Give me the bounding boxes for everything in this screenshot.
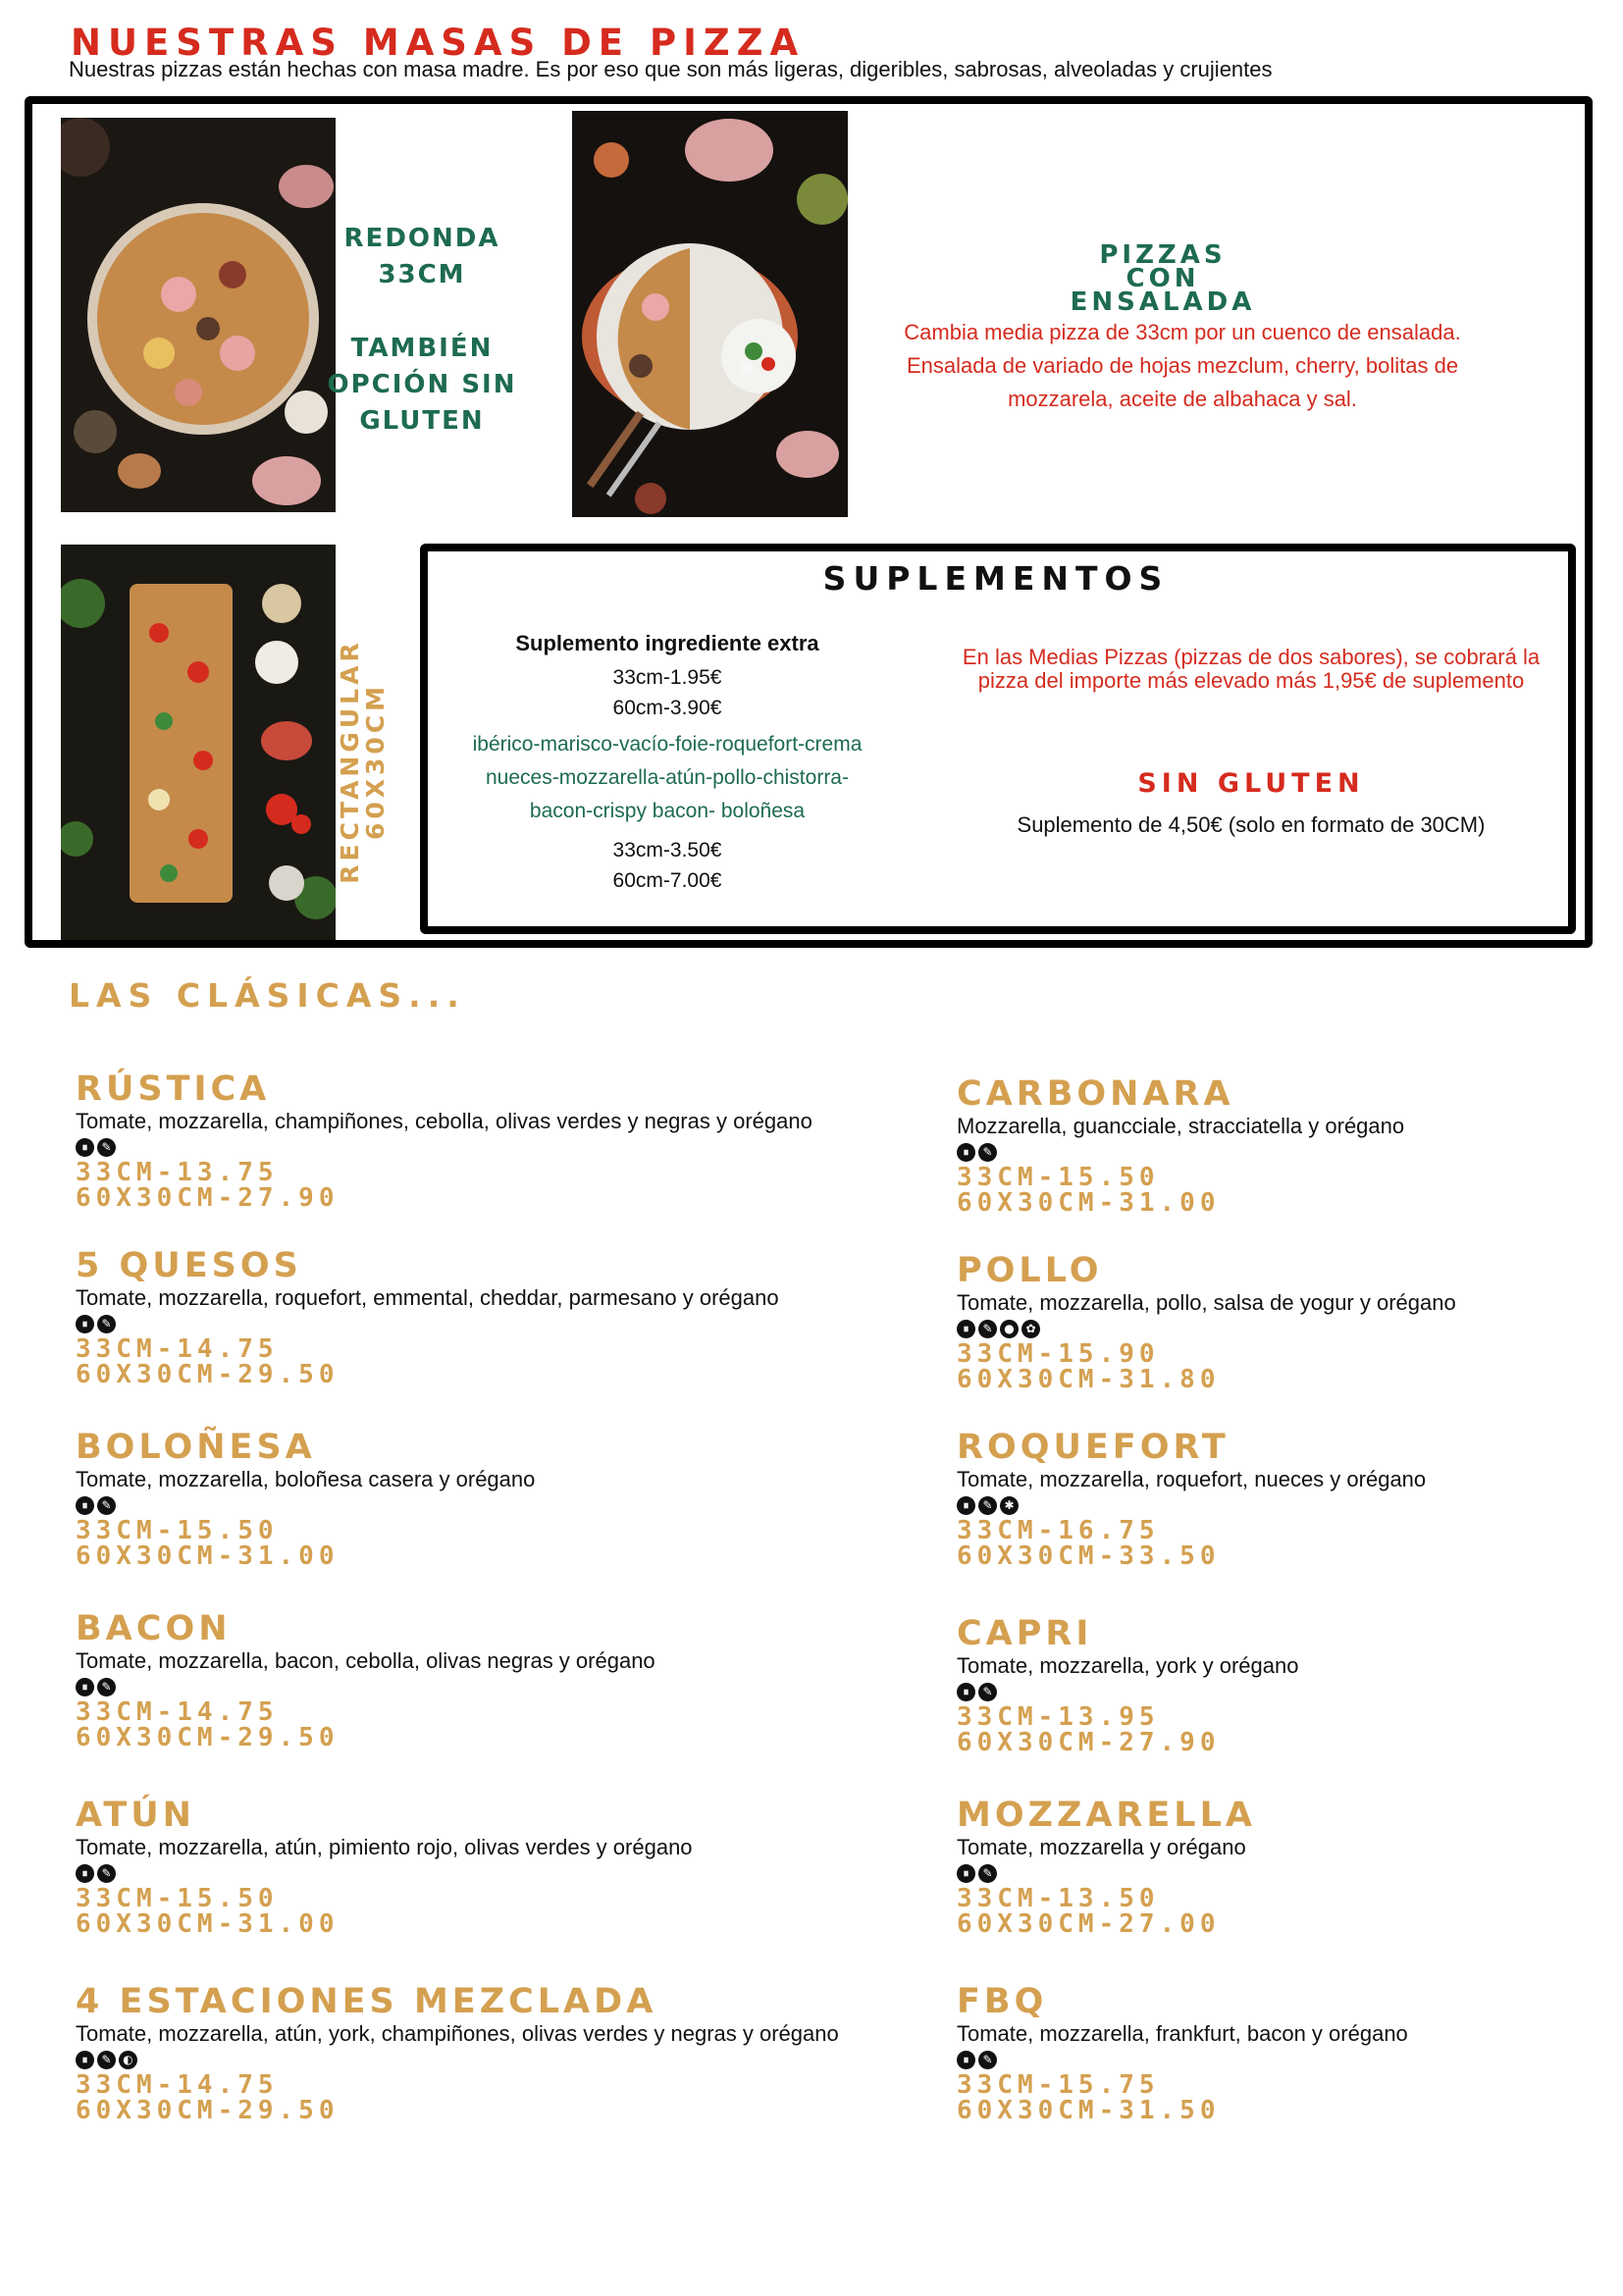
allergen-icons — [957, 2051, 1623, 2072]
pizza-name: BACON — [76, 1609, 232, 1648]
pizza-item — [957, 1428, 1623, 1569]
pizza-description: Tomate, mozzarella, boloñesa casera y orégano — [76, 1467, 536, 1491]
extra-price-33: 33cm-1.95€ — [612, 666, 722, 689]
lactose-icon: ✎ — [978, 1683, 997, 1701]
price-33cm: 33CM-14.75 — [76, 1697, 279, 1727]
pizza-name: FBQ — [957, 1982, 1048, 2021]
lactose-icon: ✎ — [97, 1864, 116, 1883]
pizza-item — [76, 1796, 978, 1937]
allergen-icons — [957, 1320, 1623, 1341]
price-60x30cm: 60X30CM-31.00 — [957, 1188, 1221, 1218]
pizza-item — [957, 1074, 1623, 1216]
round-format-label: REDONDA 33CM — [343, 224, 500, 289]
lactose-icon: ✎ — [97, 1138, 116, 1157]
pizza-item — [76, 1428, 978, 1569]
pizza-description: Tomate, mozzarella, roquefort, nueces y orégano — [957, 1467, 1427, 1491]
salad-title: PIZZAS CON ENSALADA — [1070, 240, 1256, 317]
pizza-description: Tomate, mozzarella, atún, york, champiñones, olivas verdes y negras y orégano — [76, 2021, 839, 2046]
price-60x30cm: 60X30CM-31.50 — [957, 2096, 1221, 2125]
pizza-name: ROQUEFORT — [957, 1428, 1230, 1467]
pizza-description: Tomate, mozzarella y orégano — [957, 1835, 1246, 1859]
gluten-icon: ⏸ — [957, 1864, 975, 1883]
price-60x30cm: 60X30CM-29.50 — [76, 2096, 340, 2125]
pizza-description: Tomate, mozzarella, atún, pimiento rojo, olivas verdes y orégano — [76, 1835, 693, 1859]
nuts-icon: ✱ — [1000, 1496, 1019, 1515]
rectangular-label-box — [334, 628, 393, 883]
gluten-icon: ⏸ — [76, 1496, 94, 1515]
half-pizza-note: En las Medias Pizzas (pizzas de dos sabores), se cobrará la pizza del importe más elevado más 1,95€ de suplemento — [962, 645, 1541, 693]
lactose-icon: ✎ — [978, 1320, 997, 1338]
classics-title: LAS CLÁSICAS... — [69, 976, 466, 1015]
price-60x30cm: 60X30CM-27.90 — [957, 1728, 1221, 1757]
pizza-description: Tomate, mozzarella, bacon, cebolla, olivas negras y orégano — [76, 1648, 655, 1673]
allergen-icons — [76, 1138, 978, 1160]
price-33cm: 33CM-13.95 — [957, 1702, 1160, 1732]
mustard-icon: ✿ — [1021, 1320, 1040, 1338]
premium-price-33: 33cm-3.50€ — [612, 839, 722, 861]
pizza-name: POLLO — [957, 1251, 1103, 1290]
lactose-icon: ✎ — [97, 1496, 116, 1515]
salad-pizza-photo — [572, 111, 848, 517]
pizza-name: CARBONARA — [957, 1074, 1234, 1114]
price-33cm: 33CM-15.75 — [957, 2070, 1160, 2100]
price-33cm: 33CM-14.75 — [76, 2070, 279, 2100]
price-33cm: 33CM-13.50 — [957, 1884, 1160, 1913]
pizza-item — [957, 1982, 1623, 2123]
pizza-description: Tomate, mozzarella, york y orégano — [957, 1653, 1299, 1678]
price-60x30cm: 60X30CM-29.50 — [76, 1723, 340, 1752]
pizza-item — [957, 1796, 1623, 1937]
gluten-icon: ⏸ — [76, 1864, 94, 1883]
price-60x30cm: 60X30CM-29.50 — [76, 1360, 340, 1389]
pizza-item — [957, 1614, 1623, 1755]
salad-description: Cambia media pizza de 33cm por un cuenco de ensalada. Ensalada de variado de hojas mezclum, cherry, bolitas de mozzarela, aceite de albahaca y sal. — [904, 320, 1461, 411]
lactose-icon: ✎ — [97, 1678, 116, 1696]
price-33cm: 33CM-16.75 — [957, 1516, 1160, 1545]
extra-price-60: 60cm-3.90€ — [612, 697, 722, 719]
gluten-icon: ⏸ — [957, 1683, 975, 1701]
pizza-name: CAPRI — [957, 1614, 1093, 1653]
pizza-item — [76, 1609, 978, 1750]
pizza-description: Tomate, mozzarella, champiñones, cebolla, olivas verdes y negras y orégano — [76, 1109, 812, 1133]
allergen-icons — [76, 1864, 978, 1886]
allergen-icons — [76, 1496, 978, 1518]
price-33cm: 33CM-15.90 — [957, 1339, 1160, 1369]
gluten-icon: ⏸ — [957, 1143, 975, 1162]
gluten-icon: ⏸ — [957, 2051, 975, 2069]
lactose-icon: ✎ — [97, 1315, 116, 1333]
pizza-name: BOLOÑESA — [76, 1428, 316, 1467]
extra-supplement-block — [461, 630, 873, 895]
gluten-icon: ⏸ — [76, 1315, 94, 1333]
gluten-free-note: Suplemento de 4,50€ (solo en formato de 30CM) — [1017, 812, 1486, 837]
allergen-icons — [957, 1496, 1623, 1518]
price-33cm: 33CM-13.75 — [76, 1158, 279, 1187]
allergen-icons — [76, 2051, 978, 2072]
gluten-icon: ⏸ — [957, 1320, 975, 1338]
allergen-icons — [76, 1678, 978, 1699]
gluten-free-title: SIN GLUTEN — [1137, 768, 1365, 799]
gluten-icon: ⏸ — [76, 2051, 94, 2069]
allergen-icons — [76, 1315, 978, 1336]
gluten-free-option-label: TAMBIÉN OPCIÓN SIN GLUTEN — [327, 334, 517, 436]
lactose-icon: ✎ — [978, 2051, 997, 2069]
pizza-name: MOZZARELLA — [957, 1796, 1256, 1835]
round-pizza-photo — [61, 118, 336, 512]
gluten-icon: ⏸ — [76, 1678, 94, 1696]
pizza-description: Tomate, mozzarella, pollo, salsa de yogur y orégano — [957, 1290, 1456, 1315]
price-60x30cm: 60X30CM-27.90 — [76, 1183, 340, 1213]
egg-icon: ● — [1000, 1320, 1019, 1338]
pizza-description: Mozzarella, guancciale, stracciatella y orégano — [957, 1114, 1405, 1138]
rectangular-pizza-photo — [61, 545, 336, 940]
price-60x30cm: 60X30CM-31.00 — [76, 1541, 340, 1571]
pizza-item — [76, 1070, 978, 1211]
pizza-description: Tomate, mozzarella, frankfurt, bacon y orégano — [957, 2021, 1408, 2046]
price-60x30cm: 60X30CM-31.80 — [957, 1365, 1221, 1394]
premium-ingredients: ibérico-marisco-vacío-foie-roquefort-crema nueces-mozzarella-atún-pollo-chistorra-bacon-crispy bacon- boloñesa — [472, 733, 863, 822]
allergen-icons — [957, 1143, 1623, 1165]
lactose-icon: ✎ — [978, 1143, 997, 1162]
pizza-name: 5 QUESOS — [76, 1246, 302, 1285]
rectangular-format-label: RECTANGULAR 60X30CM — [336, 639, 390, 884]
pizza-item — [957, 1251, 1623, 1392]
price-60x30cm: 60X30CM-33.50 — [957, 1541, 1221, 1571]
allergen-icons — [957, 1864, 1623, 1886]
lactose-icon: ✎ — [978, 1864, 997, 1883]
premium-price-60: 60cm-7.00€ — [612, 869, 722, 892]
allergen-icons — [957, 1683, 1623, 1704]
price-60x30cm: 60X30CM-31.00 — [76, 1909, 340, 1939]
lactose-icon: ✎ — [97, 2051, 116, 2069]
fish-icon: ◐ — [119, 2051, 137, 2069]
extra-supplement-heading: Suplemento ingrediente extra — [515, 631, 819, 655]
price-60x30cm: 60X30CM-27.00 — [957, 1909, 1221, 1939]
price-33cm: 33CM-15.50 — [957, 1163, 1160, 1192]
pizza-name: ATÚN — [76, 1796, 195, 1835]
price-33cm: 33CM-14.75 — [76, 1334, 279, 1364]
pizza-name: 4 ESTACIONES MEZCLADA — [76, 1982, 657, 2021]
price-33cm: 33CM-15.50 — [76, 1516, 279, 1545]
page-subtitle: Nuestras pizzas están hechas con masa madre. Es por eso que son más ligeras, digeribles, sabrosas, alveoladas y crujientes — [69, 57, 1273, 81]
pizza-item — [76, 1246, 978, 1387]
gluten-icon: ⏸ — [76, 1138, 94, 1157]
pizza-description: Tomate, mozzarella, roquefort, emmental, cheddar, parmesano y orégano — [76, 1285, 779, 1310]
gluten-icon: ⏸ — [957, 1496, 975, 1515]
price-33cm: 33CM-15.50 — [76, 1884, 279, 1913]
supplements-title: SUPLEMENTOS — [822, 559, 1170, 598]
page-title: NUESTRAS MASAS DE PIZZA — [71, 22, 806, 64]
pizza-item — [76, 1982, 978, 2123]
pizza-name: RÚSTICA — [76, 1070, 271, 1109]
lactose-icon: ✎ — [978, 1496, 997, 1515]
